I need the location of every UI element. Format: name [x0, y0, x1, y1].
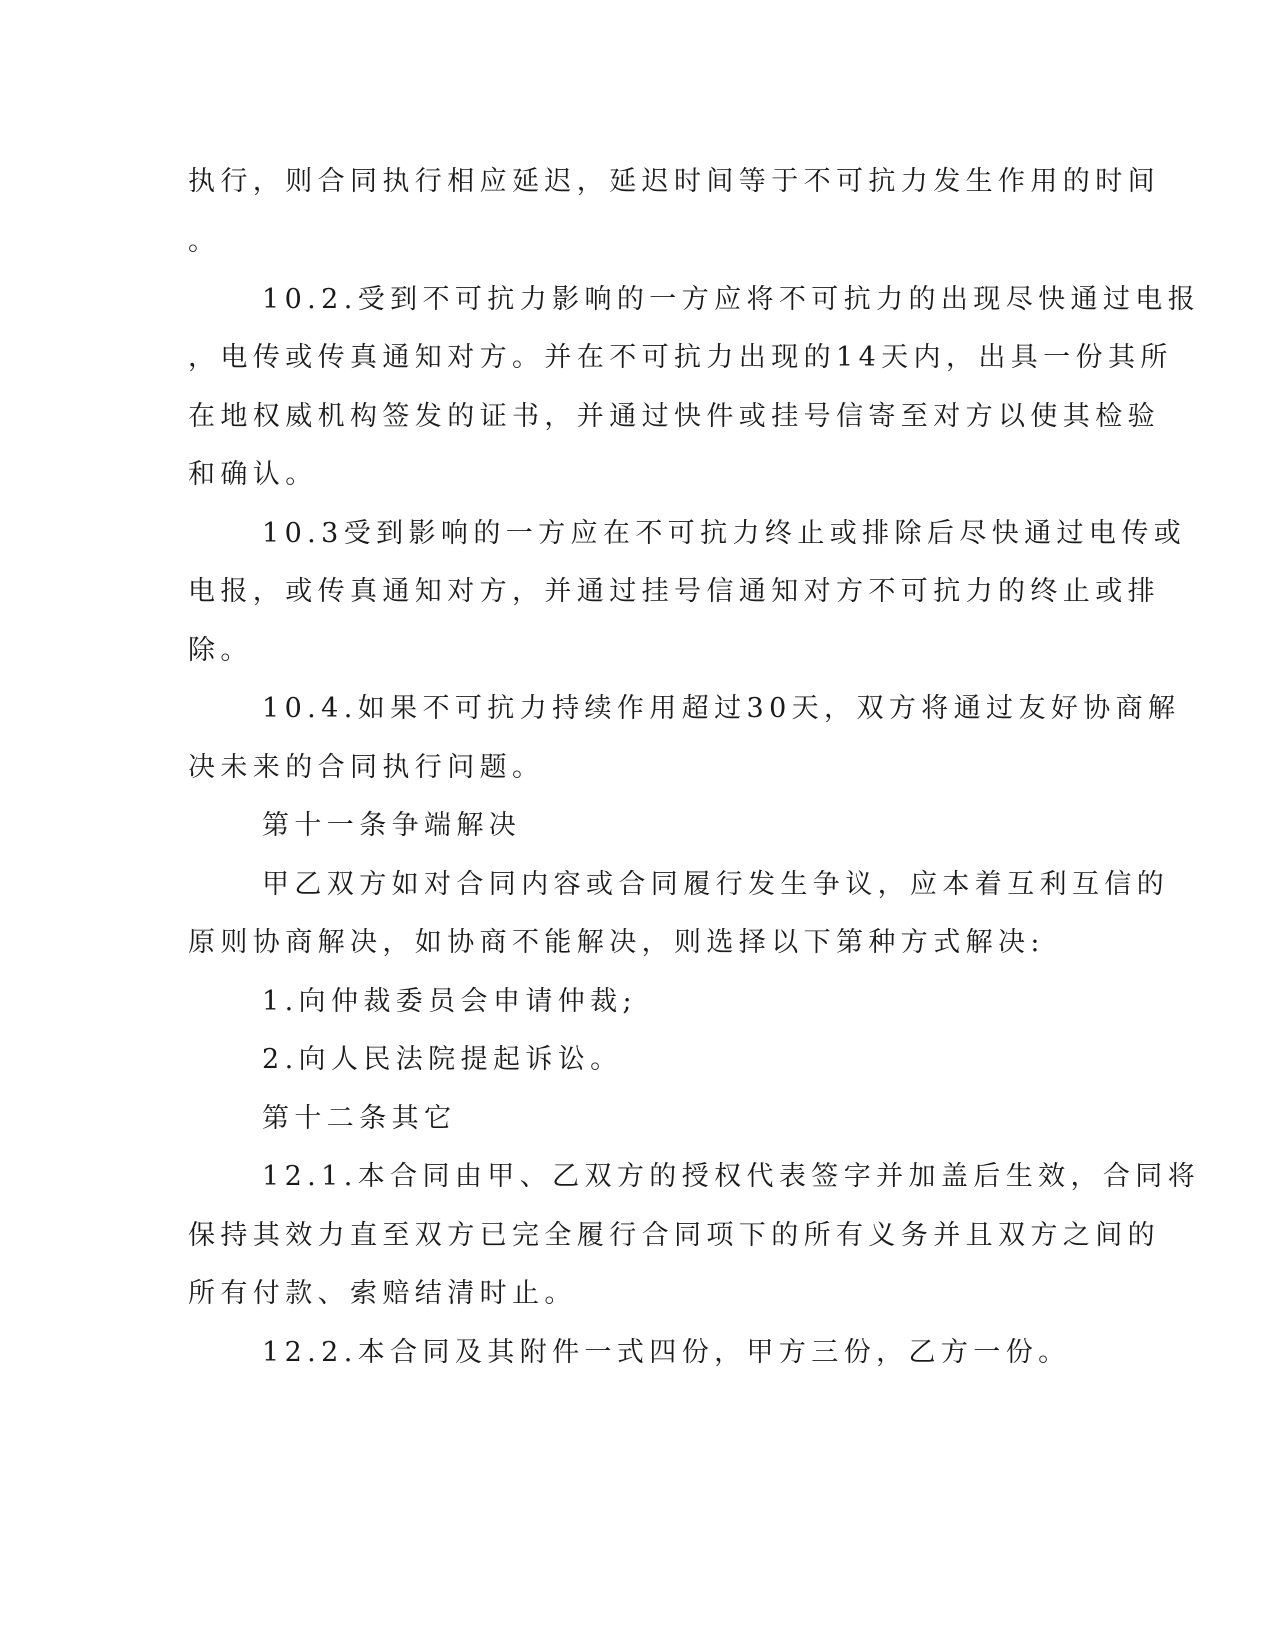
text-line: 执行，则合同执行相应延迟，延迟时间等于不可抗力发生作用的时间 — [188, 166, 1160, 197]
text-line: 所有付款、索赔结清时止。 — [188, 1278, 577, 1309]
option-1-line: 1.向仲裁委员会申请仲裁; — [262, 986, 638, 1017]
article-11-heading: 第十一条争端解决 — [262, 810, 522, 841]
paragraph-dispute-line: 甲乙双方如对合同内容或合同履行发生争议，应本着互利互信的 — [262, 869, 1170, 900]
text-line: 。 — [188, 226, 221, 257]
text-line: ，电传或传真通知对方。并在不可抗力出现的14天内，出具一份其所 — [188, 342, 1173, 373]
option-2-line: 2.向人民法院提起诉讼。 — [262, 1044, 623, 1075]
text-line: 决未来的合同执行问题。 — [188, 752, 545, 783]
text-line: 除。 — [188, 635, 253, 666]
paragraph-10-3-line: 10.3受到影响的一方应在不可抗力终止或排除后尽快通过电传或 — [262, 518, 1187, 549]
text-line: 在地权威机构签发的证书，并通过快件或挂号信寄至对方以使其检验 — [188, 401, 1160, 432]
text-line: 电报，或传真通知对方，并通过挂号信通知对方不可抗力的终止或排 — [188, 576, 1160, 607]
paragraph-10-4-line: 10.4.如果不可抗力持续作用超过30天，双方将通过友好协商解 — [262, 693, 1181, 724]
text-line: 原则协商解决，如协商不能解决，则选择以下第种方式解决: — [188, 927, 1045, 958]
paragraph-10-2-line: 10.2.受到不可抗力影响的一方应将不可抗力的出现尽快通过电报 — [262, 284, 1201, 315]
text-line: 保持其效力直至双方已完全履行合同项下的所有义务并且双方之间的 — [188, 1220, 1160, 1251]
paragraph-12-2-line: 12.2.本合同及其附件一式四份，甲方三份，乙方一份。 — [262, 1337, 1071, 1368]
paragraph-12-1-line: 12.1.本合同由甲、乙双方的授权代表签字并加盖后生效，合同将 — [262, 1161, 1201, 1192]
text-line: 和确认。 — [188, 459, 318, 490]
article-12-heading: 第十二条其它 — [262, 1103, 457, 1134]
